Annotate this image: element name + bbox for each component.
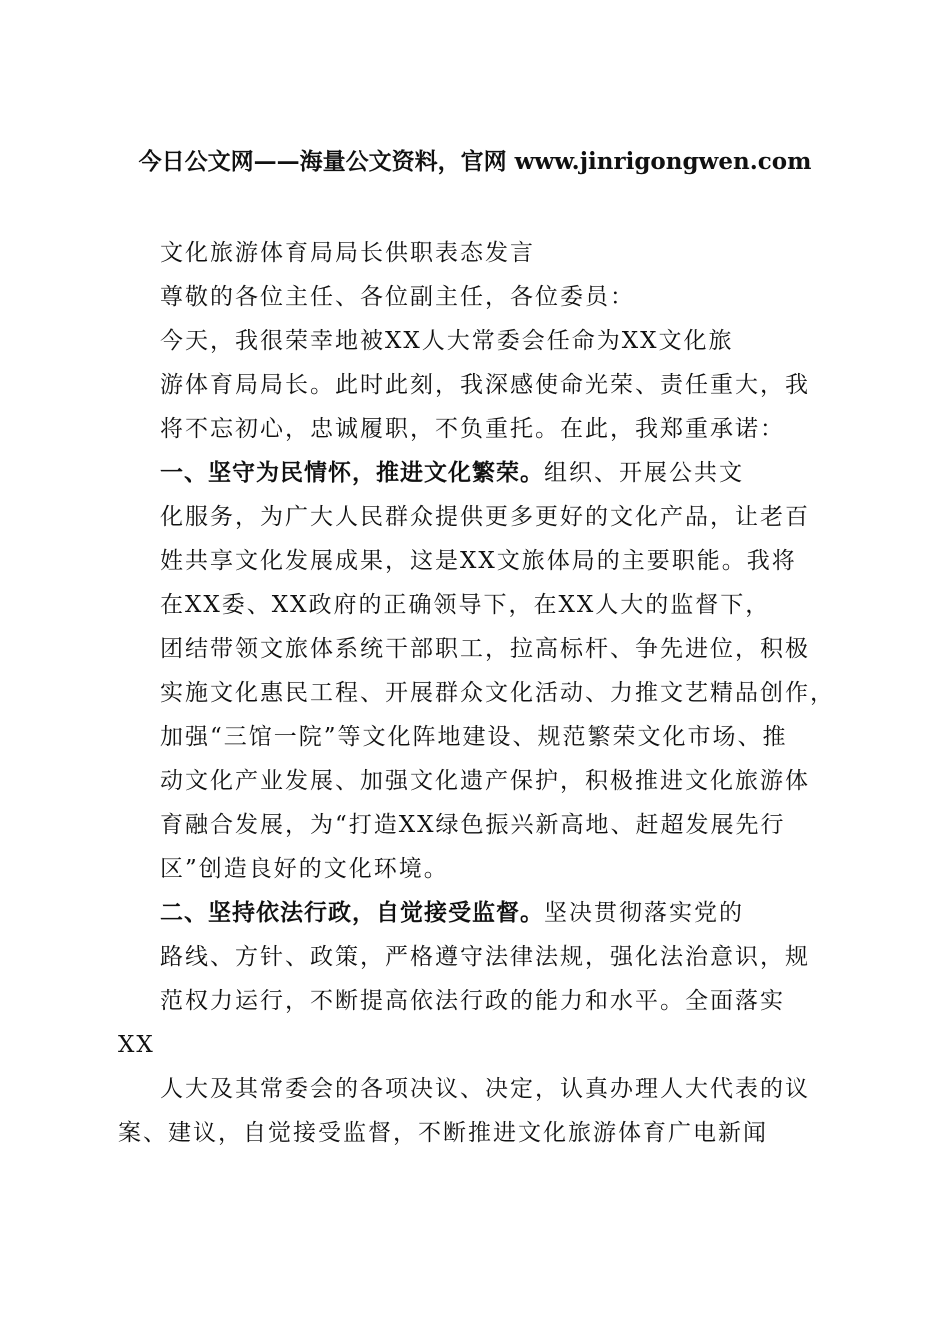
paragraph-line: 育融合发展，为“打造XX绿色振兴新高地、赶超发展先行 [160, 812, 786, 838]
salutation: 尊敬的各位主任、各位副主任，各位委员： [160, 284, 635, 310]
paragraph-line: 在XX委、XX政府的正确领导下，在XX人大的监督下， [160, 592, 771, 618]
section-1-first-line [160, 458, 744, 488]
paragraph-line: XX [118, 1032, 155, 1058]
section-1-lead-text: 组织、开展公共文 [544, 460, 744, 486]
paragraph-line: 将不忘初心，忠诚履职，不负重托。在此，我郑重承诺： [160, 416, 785, 442]
paragraph-line: 化服务，为广大人民群众提供更多更好的文化产品，让老百 [160, 504, 810, 530]
site-header: 今日公文网——海量公文资料，官网 www.jinrigongwen.com [138, 148, 812, 175]
paragraph-line: 案、建议，自觉接受监督，不断推进文化旅游体育广电新闻 [118, 1120, 768, 1146]
paragraph-line: 范权力运行，不断提高依法行政的能力和水平。全面落实 [160, 988, 785, 1014]
paragraph-line: 今天，我很荣幸地被XX人大常委会任命为XX文化旅 [160, 328, 734, 354]
paragraph-line: 人大及其常委会的各项决议、决定，认真办理人大代表的议 [160, 1076, 810, 1102]
paragraph-line: 游体育局局长。此时此刻，我深感使命光荣、责任重大，我 [160, 372, 810, 398]
paragraph-line: 加强“三馆一院”等文化阵地建设、规范繁荣文化市场、推 [160, 724, 788, 750]
section-2-lead-text: 坚决贯彻落实党的 [544, 900, 744, 926]
paragraph-line: 动文化产业发展、加强文化遗产保护，积极推进文化旅游体 [160, 768, 810, 794]
paragraph-line: 区”创造良好的文化环境。 [160, 856, 449, 882]
paragraph-line: 姓共享文化发展成果，这是XX文旅体局的主要职能。我将 [160, 548, 797, 574]
paragraph-line: 路线、方针、政策，严格遵守法律法规，强化法治意识，规 [160, 944, 810, 970]
document-title: 文化旅游体育局局长供职表态发言 [160, 240, 535, 266]
section-2-first-line [160, 898, 744, 928]
paragraph-line: 团结带领文旅体系统干部职工，拉高标杆、争先进位，积极 [160, 636, 810, 662]
section-1-heading: 一、坚守为民情怀，推进文化繁荣。 [160, 460, 544, 486]
paragraph-line: 实施文化惠民工程、开展群众文化活动、力推文艺精品创作， [160, 680, 835, 706]
section-2-heading: 二、坚持依法行政，自觉接受监督。 [160, 900, 544, 926]
